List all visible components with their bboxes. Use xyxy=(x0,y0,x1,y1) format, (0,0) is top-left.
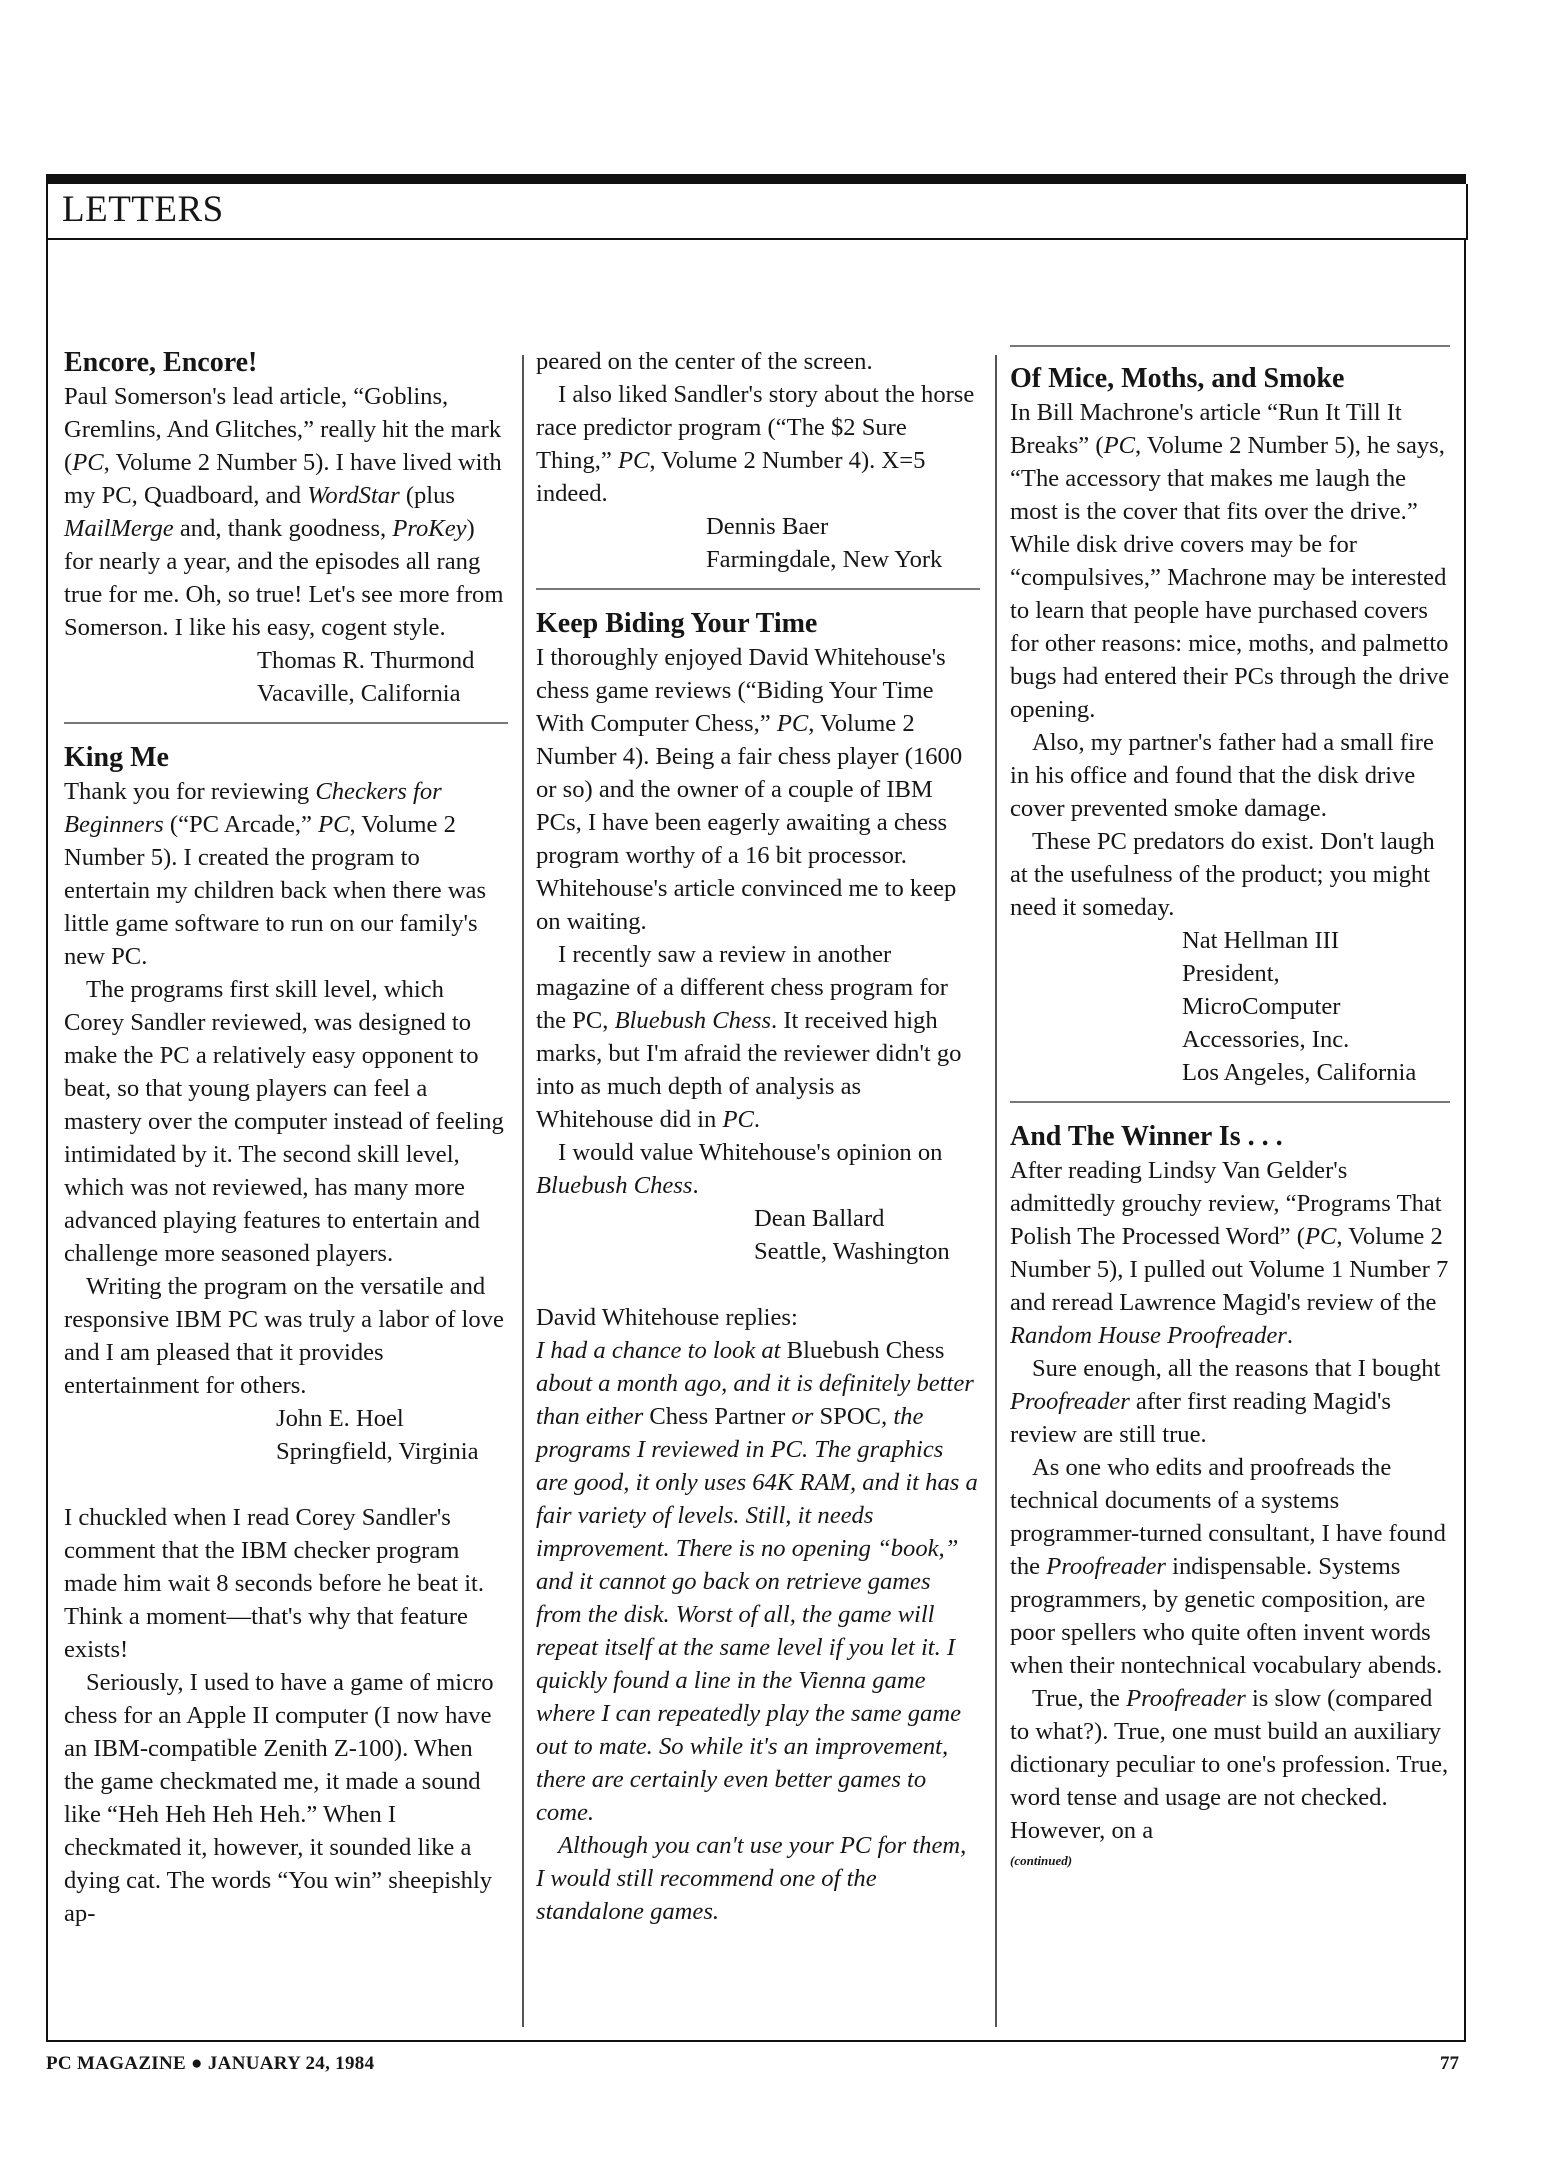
signature-place: Farmingdale, New York xyxy=(706,546,943,573)
letter-keep-biding xyxy=(536,606,980,1268)
letter-winner xyxy=(1010,1119,1450,1871)
letter-paragraph: Sure enough, all the reasons that I bought Proofreader after first reading Magid's review are still true. xyxy=(1010,1355,1441,1448)
letter-paragraph: In Bill Machrone's article “Run It Till It Breaks” (PC, Volume 2 Number 5), he says, “The accessory that makes me laugh the most is the cover that fits over the drive.” While disk drive covers may be for “compulsives,” Machrone may be interested to learn that people have purchased covers for other reasons: mice, moths, and palmetto bugs had entered their PCs through the drive opening. xyxy=(1010,399,1450,723)
section-header xyxy=(46,184,1468,240)
spacer xyxy=(64,1468,508,1501)
letter-paragraph: I chuckled when I read Corey Sandler's comment that the IBM checker program made him wait 8 seconds before he beat it. Think a moment—that's why that feature exists! xyxy=(64,1504,485,1663)
signature-name: Dean Ballard xyxy=(754,1205,885,1232)
signature-place: Los Angeles, California xyxy=(1182,1059,1417,1086)
letter-paragraph: After reading Lindsy Van Gelder's admittedly grouchy review, “Programs That Polish The Processed Word” (PC, Volume 2 Number 5), I pulled out Volume 1 Number 7 and reread Lawrence Magid's review of the Random House Proofreader. xyxy=(1010,1157,1449,1349)
letter-paragraph: peared on the center of the screen. xyxy=(536,348,873,375)
letter-paragraph: Also, my partner's father had a small fire in his office and found that the disk drive cover prevented smoke damage. xyxy=(1010,729,1434,822)
letter-mice-moths xyxy=(1010,361,1450,1089)
signature-company: Accessories, Inc. xyxy=(1182,1026,1350,1053)
editor-reply xyxy=(536,1301,980,1928)
letter-heading: Encore, Encore! xyxy=(64,347,258,378)
letter-paragraph: Paul Somerson's lead article, “Goblins, Gremlins, And Glitches,” really hit the mark (PC, Volume 2 Number 5). I have lived with my PC, Quadboard, and WordStar (plus MailMerge and, thank goodness, ProKey) for nearly a year, and the episodes all rang true for me. Oh, so true! Let's see more from Somerson. I like his easy, cogent style. xyxy=(64,383,504,641)
reply-paragraph: I had a chance to look at Bluebush Chess about a month ago, and it is definitely better than either Chess Partner or SPOC, the programs I reviewed in PC. The graphics are good, it only uses 64K RAM, and it has a fair variety of levels. Still, it needs improvement. There is no opening “book,” and it cannot go back on retrieve games from the disk. Worst of all, the game will repeat itself at the same level if you let it. I quickly found a line in the Vienna game where I can repeatedly play the same game out to mate. So while it's an improvement, there are certainly even better games to come. xyxy=(536,1337,978,1826)
signature-company: MicroComputer xyxy=(1182,993,1341,1020)
letter-paragraph: True, the Proofreader is slow (compared to what?). True, one must build an auxiliary dictionary peculiar to one's profession. True, word tense and usage are not checked. However, on a xyxy=(1010,1685,1449,1844)
letter-paragraph: I thoroughly enjoyed David Whitehouse's chess game reviews (“Biding Your Time With Computer Chess,” PC, Volume 2 Number 4). Being a fair chess player (1600 or so) and the owner of a couple of IBM PCs, I have been eagerly awaiting a chess program worthy of a 16 bit processor. Whitehouse's article convinced me to keep on waiting. xyxy=(536,644,963,935)
signature-place: Vacaville, California xyxy=(257,680,461,707)
letter-paragraph: Writing the program on the versatile and responsive IBM PC was truly a labor of love and I am pleased that it provides entertainment for others. xyxy=(64,1273,504,1399)
letter-paragraph: Thank you for reviewing Checkers for Beginners (“PC Arcade,” PC, Volume 2 Number 5). I created the program to entertain my children back when there was little game software to run on our family's new PC. xyxy=(64,778,487,970)
signature-name: Nat Hellman III xyxy=(1182,927,1340,954)
letter-heading: King Me xyxy=(64,742,169,773)
letter-divider xyxy=(1010,345,1450,347)
letter-signature xyxy=(64,1402,508,1468)
letter-king-me xyxy=(64,740,508,1468)
letter-paragraph: These PC predators do exist. Don't laugh at the usefulness of the product; you might need it someday. xyxy=(1010,828,1435,921)
frame-bottom-rule xyxy=(46,2040,1466,2042)
spacer xyxy=(536,1268,980,1301)
letter-paragraph: As one who edits and proofreads the technical documents of a systems programmer-turned consultant, I have found the Proofreader indispensable. Systems programmers, by genetic composition, are poor spellers who quite often invent words when their nontechnical vocabulary abends. xyxy=(1010,1454,1446,1679)
letter-heading: And The Winner Is . . . xyxy=(1010,1121,1283,1152)
signature-name: Thomas R. Thurmond xyxy=(257,647,475,674)
letter-signature xyxy=(536,510,980,576)
frame-right-rule xyxy=(1464,240,1466,2042)
column-1 xyxy=(64,345,508,1930)
letter-continuation xyxy=(536,345,980,576)
signature-name: John E. Hoel xyxy=(276,1405,404,1432)
letter-paragraph: I recently saw a review in another magazine of a different chess program for the PC, Bluebush Chess. It received high marks, but I'm afraid the reviewer didn't go into as much depth of analysis as Whitehouse did in PC. xyxy=(536,941,962,1133)
column-2 xyxy=(536,345,980,1928)
column-divider-1 xyxy=(522,355,524,2027)
letter-signature xyxy=(1010,924,1450,1089)
letter-heading: Of Mice, Moths, and Smoke xyxy=(1010,363,1345,394)
letter-heading: Keep Biding Your Time xyxy=(536,608,818,639)
letter-divider xyxy=(64,722,508,724)
column-3 xyxy=(1010,345,1450,1871)
reply-intro: David Whitehouse replies: xyxy=(536,1304,798,1331)
signature-name: Dennis Baer xyxy=(706,513,829,540)
letter-paragraph: I also liked Sandler's story about the horse race predictor program (“The $2 Sure Thing,” PC, Volume 2 Number 4). X=5 indeed. xyxy=(536,381,975,507)
section-title: LETTERS xyxy=(62,189,224,230)
letter-divider xyxy=(1010,1101,1450,1103)
column-divider-2 xyxy=(995,355,997,2027)
reply-paragraph: Although you can't use your PC for them, I would still recommend one of the standalone games. xyxy=(536,1832,967,1925)
letter-signature xyxy=(64,644,508,710)
letter-paragraph: I would value Whitehouse's opinion on Bluebush Chess. xyxy=(536,1139,943,1199)
letter-paragraph: The programs first skill level, which Corey Sandler reviewed, was designed to make the PC a relatively easy opponent to beat, so that young players can feel a mastery over the computer instead of feeling intimidated by it. The second skill level, which was not reviewed, has many more advanced playing features to entertain and challenge more seasoned players. xyxy=(64,976,504,1267)
signature-place: Springfield, Virginia xyxy=(276,1438,479,1465)
signature-title: President, xyxy=(1182,960,1280,987)
letter-paragraph: Seriously, I used to have a game of micro chess for an Apple II computer (I now have an IBM-compatible Zenith Z-100). When the game checkmated me, it made a sound like “Heh Heh Heh Heh.” When I checkmated it, however, it sounded like a dying cat. The words “You win” sheepishly ap- xyxy=(64,1669,494,1927)
footer-page-number: 77 xyxy=(1440,2053,1459,2074)
continued-label: (continued) xyxy=(1010,1853,1073,1868)
frame-left-rule xyxy=(46,240,48,2042)
letter-checker-comment xyxy=(64,1501,508,1930)
letter-divider xyxy=(536,588,980,590)
section-top-bar xyxy=(46,174,1466,184)
letter-signature xyxy=(536,1202,980,1268)
signature-place: Seattle, Washington xyxy=(754,1238,950,1265)
letter-encore xyxy=(64,345,508,710)
footer-magazine-date: PC MAGAZINE ● JANUARY 24, 1984 xyxy=(46,2053,375,2074)
